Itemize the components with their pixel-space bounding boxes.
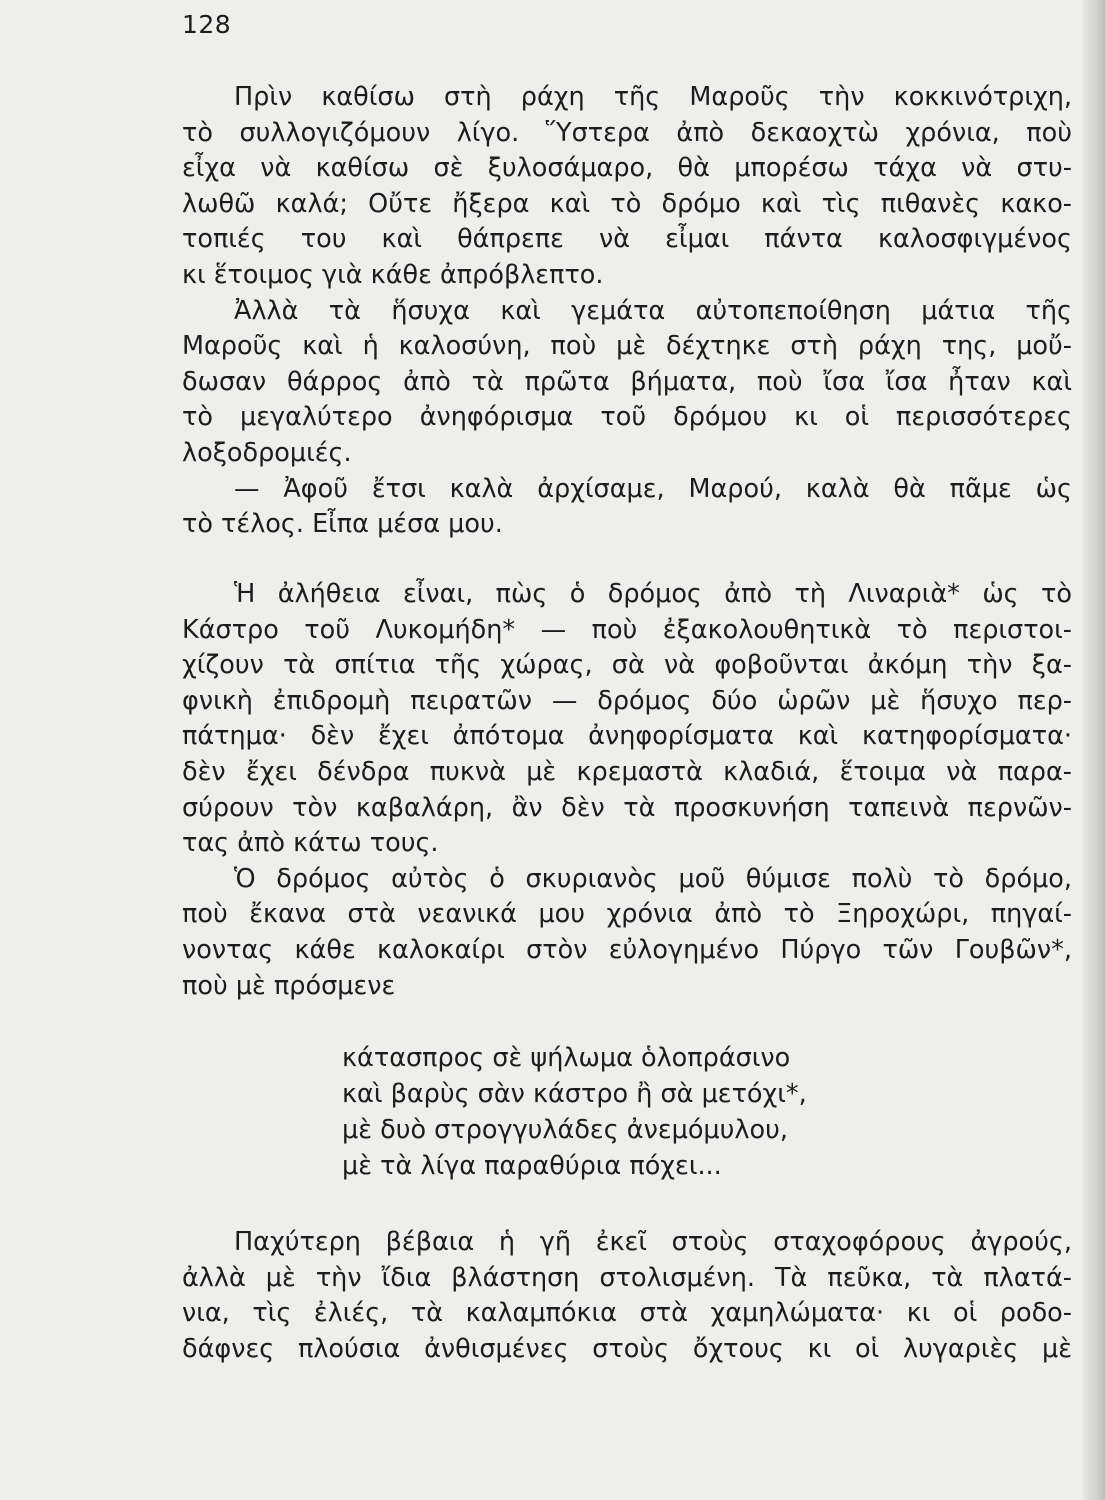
poem-line: κάτασπρος σὲ ψήλωμα ὁλοπράσινο xyxy=(342,1043,791,1073)
paragraph-3-dialogue xyxy=(182,472,1072,543)
text-line: Ἀλλὰ τὰ ἥσυχα καὶ γεμάτα αὐτοπεποίθηση μάτια τῆς xyxy=(234,295,1072,326)
text-line: χίζουν τὰ σπίτια τῆς χώρας, σὰ νὰ φοβοῦνται ἀκόμη τὴν ξα- xyxy=(182,650,1072,681)
text-block-top xyxy=(182,80,1072,543)
text-line: Ὁ δρόμος αὐτὸς ὁ σκυριανὸς μοῦ θύμισε πολὺ τὸ δρόμο, xyxy=(234,863,1072,894)
text-line: εἶχα νὰ καθίσω σὲ ξυλοσάμαρο, θὰ μπορέσω τάχα νὰ στυ- xyxy=(182,153,1072,184)
text-line: πάτημα· δὲν ἔχει ἀπότομα ἀνηφορίσματα καὶ κατηφορίσματα· xyxy=(182,721,1072,752)
text-line: ποὺ ἔκανα στὰ νεανικά μου χρόνια ἀπὸ τὸ Ξηροχώρι, πηγαί- xyxy=(182,899,1072,930)
paragraph-4 xyxy=(182,577,1072,862)
text-line: ποὺ μὲ πρόσμενε xyxy=(182,970,396,1001)
text-line: ἀλλὰ μὲ τὴν ἴδια βλάστηση στολισμένη. Τὰ πεῦκα, τὰ πλατά- xyxy=(182,1262,1072,1293)
text-line: κι ἕτοιμος γιὰ κάθε ἀπρόβλεπτο. xyxy=(182,259,604,290)
poem-line: καὶ βαρὺς σὰν κάστρο ἢ σὰ μετόχι*, xyxy=(342,1079,807,1109)
paragraph-1 xyxy=(182,80,1072,294)
text-line: λωθῶ καλά; Οὔτε ἤξερα καὶ τὸ δρόμο καὶ τὶς πιθανὲς κακο- xyxy=(182,188,1072,219)
text-line: λοξοδρομιές. xyxy=(182,437,352,468)
text-line: σύρουν τὸν καβαλάρη, ἂν δὲν τὰ προσκυνήση ταπεινὰ περνῶν- xyxy=(182,792,1072,823)
paragraph-6 xyxy=(182,1225,1072,1367)
text-line: Ἡ ἀλήθεια εἶναι, πὼς ὁ δρόμος ἀπὸ τὴ Λιναριὰ* ὡς τὸ xyxy=(234,579,1072,609)
text-line: νια, τὶς ἐλιές, τὰ καλαμπόκια στὰ χαμηλώματα· κι οἱ ροδο- xyxy=(182,1298,1072,1329)
text-line: — Ἀφοῦ ἔτσι καλὰ ἀρχίσαμε, Μαρού, καλὰ θὰ πᾶμε ὡς xyxy=(234,473,1072,504)
text-line: τὸ μεγαλύτερο ἀνηφόρισμα τοῦ δρόμου κι οἱ περισσότερες xyxy=(182,402,1072,433)
page-number: 128 xyxy=(182,10,232,39)
poem-line: μὲ τὰ λίγα παραθύρια πόχει... xyxy=(342,1151,722,1181)
poem-line: μὲ δυὸ στρογγυλάδες ἀνεμόμυλου, xyxy=(342,1115,788,1145)
poem-excerpt xyxy=(342,1040,807,1184)
text-line: Μαροῦς καὶ ἡ καλοσύνη, ποὺ μὲ δέχτηκε στὴ ράχη της, μοὔ- xyxy=(182,331,1072,362)
text-line: φνικὴ ἐπιδρομὴ πειρατῶν — δρόμος δύο ὡρῶν μὲ ἥσυχο περ- xyxy=(182,685,1072,716)
text-line: τας ἀπὸ κάτω τους. xyxy=(182,828,439,859)
text-line: τὸ συλλογιζόμουν λίγο. Ὕστερα ἀπὸ δεκαοχτὼ χρόνια, ποὺ xyxy=(182,117,1072,148)
text-block-bottom xyxy=(182,1225,1072,1367)
text-line: δάφνες πλούσια ἀνθισμένες στοὺς ὄχτους κι οἱ λυγαριὲς μὲ xyxy=(182,1333,1072,1364)
text-line: δωσαν θάρρος ἀπὸ τὰ πρῶτα βήματα, ποὺ ἴσα ἴσα ἦταν καὶ xyxy=(182,366,1072,397)
text-line: νοντας κάθε καλοκαίρι στὸν εὐλογημένο Πύργο τῶν Γουβῶν*, xyxy=(182,934,1072,965)
text-line: Παχύτερη βέβαια ἡ γῆ ἐκεῖ στοὺς σταχοφόρους ἀγρούς, xyxy=(234,1227,1072,1257)
text-line: Κάστρο τοῦ Λυκομήδη* — ποὺ ἐξακολουθητικὰ τὸ περιστοι- xyxy=(182,614,1072,645)
paragraph-2 xyxy=(182,294,1072,472)
text-line: τοπιές του καὶ θάπρεπε νὰ εἶμαι πάντα καλοσφιγμένος xyxy=(182,224,1072,255)
text-block-middle xyxy=(182,577,1072,1004)
page-edge-shadow xyxy=(1083,0,1105,1500)
paragraph-5 xyxy=(182,862,1072,1004)
text-line: Πρὶν καθίσω στὴ ράχη τῆς Μαροῦς τὴν κοκκινότριχη, xyxy=(234,82,1072,112)
text-line: τὸ τέλος. Εἶπα μέσα μου. xyxy=(182,509,503,540)
text-line: δὲν ἔχει δένδρα πυκνὰ μὲ κρεμαστὰ κλαδιά, ἕτοιμα νὰ παρα- xyxy=(182,756,1072,787)
